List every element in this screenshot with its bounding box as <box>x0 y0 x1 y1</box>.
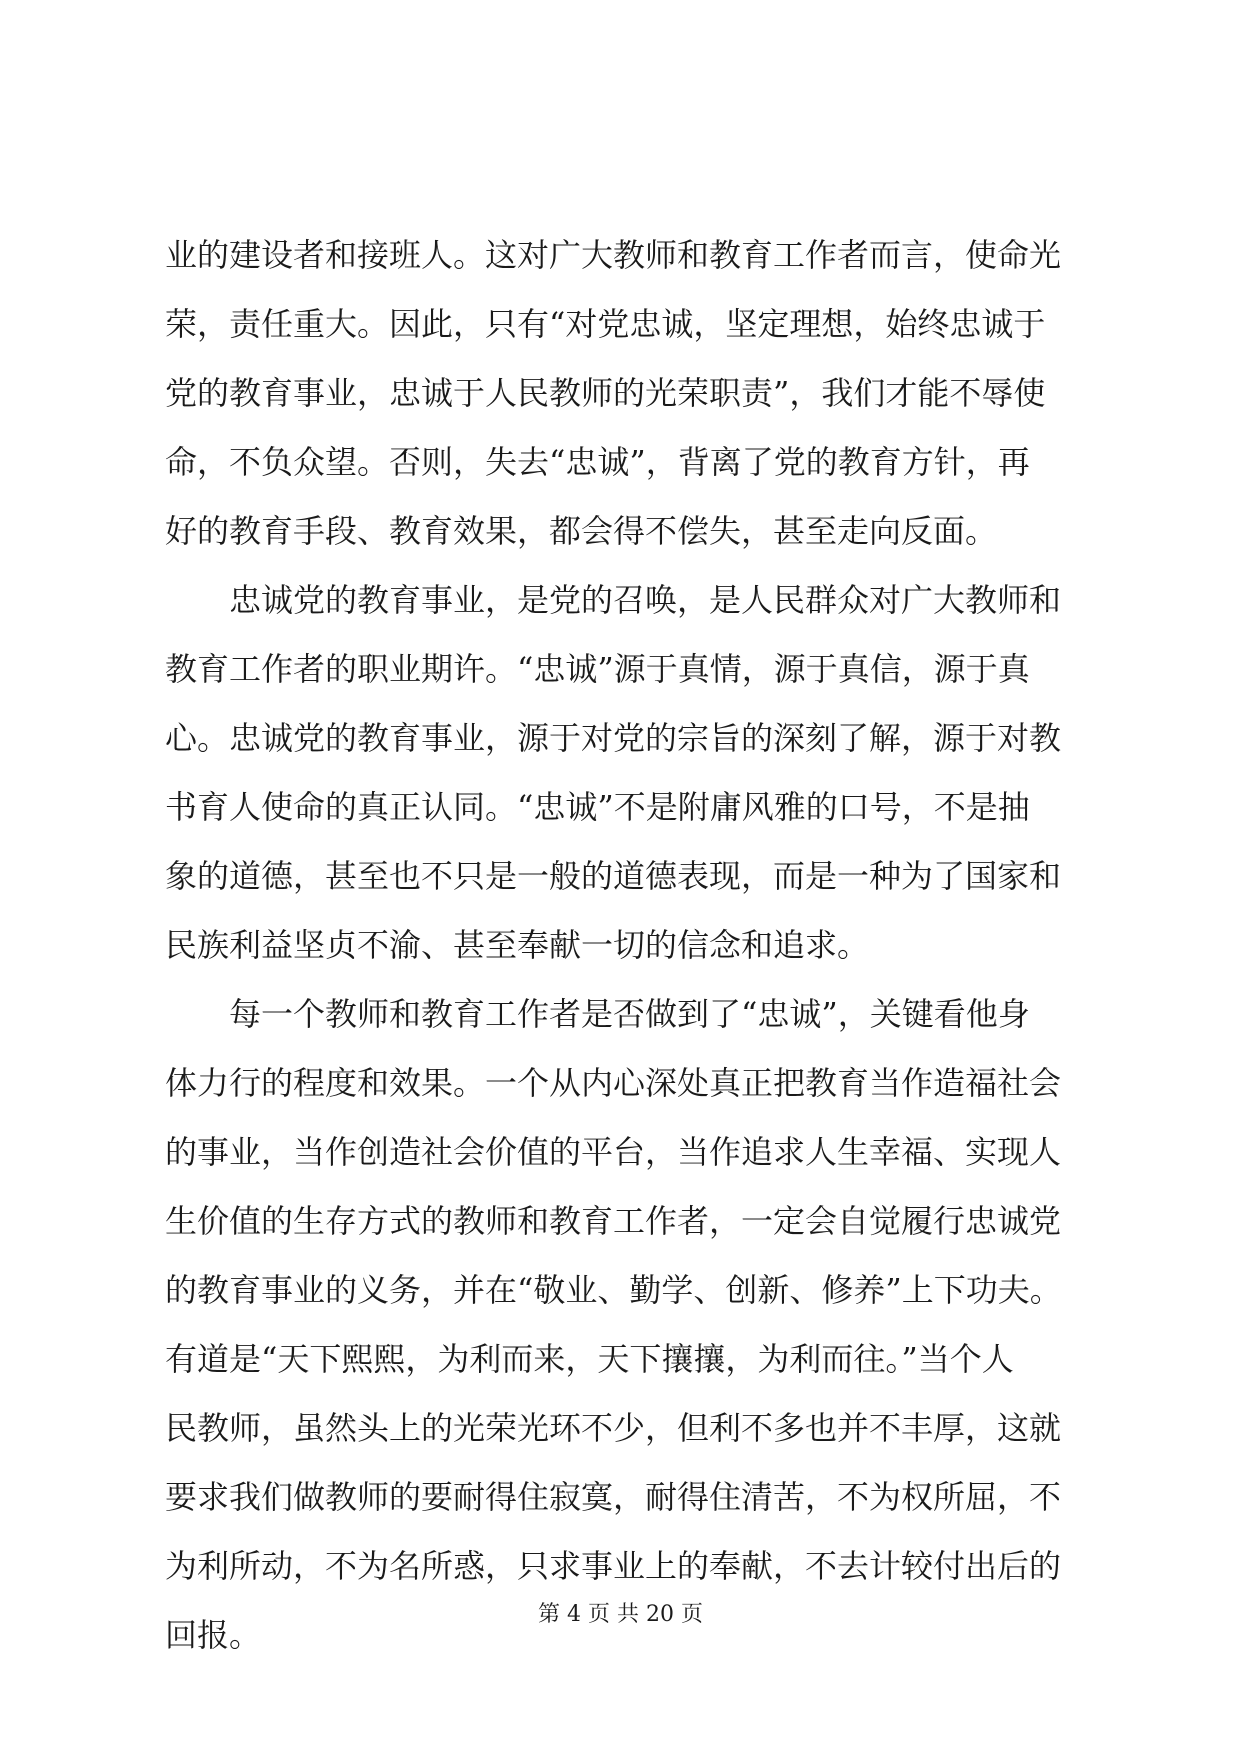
text-line: 有道是“天下熙熙，为利而来，天下攘攘，为利而往。”当个人 <box>165 1340 1014 1378</box>
text-line: 的事业，当作创造社会价值的平台，当作追求人生幸福、实现人 <box>165 1133 1062 1171</box>
text-line: 的教育事业的义务，并在“敬业、勤学、创新、修养”上下功夫。 <box>165 1271 1062 1309</box>
text-line: 心。忠诚党的教育事业，源于对党的宗旨的深刻了解，源于对教 <box>165 719 1062 757</box>
text-line: 党的教育事业，忠诚于人民教师的光荣职责”，我们才能不辱使 <box>165 374 1046 412</box>
page-number-footer: 第 4 页 共 20 页 <box>538 1602 703 1627</box>
text-line: 荣，责任重大。因此，只有“对党忠诚，坚定理想，始终忠诚于 <box>165 305 1046 343</box>
text-line: 体力行的程度和效果。一个从内心深处真正把教育当作造福社会 <box>165 1064 1062 1102</box>
text-line: 为利所动，不为名所惑，只求事业上的奉献，不去计较付出后的 <box>165 1547 1062 1585</box>
text-line: 回报。 <box>165 1616 262 1654</box>
paragraph-first-line: 忠诚党的教育事业，是党的召唤，是人民群众对广大教师和 <box>229 581 1062 619</box>
text-line: 好的教育手段、教育效果，都会得不偿失，甚至走向反面。 <box>165 512 998 550</box>
text-line: 命，不负众望。否则，失去“忠诚”，背离了党的教育方针，再 <box>165 443 1030 481</box>
text-line: 象的道德，甚至也不只是一般的道德表现，而是一种为了国家和 <box>165 857 1062 895</box>
text-line: 教育工作者的职业期许。“忠诚”源于真情，源于真信，源于真 <box>165 650 1030 688</box>
text-line: 民教师，虽然头上的光荣光环不少，但利不多也并不丰厚，这就 <box>165 1409 1062 1447</box>
text-line: 生价值的生存方式的教师和教育工作者，一定会自觉履行忠诚党 <box>165 1202 1062 1240</box>
text-line: 书育人使命的真正认同。“忠诚”不是附庸风雅的口号，不是抽 <box>165 788 1030 826</box>
text-line: 业的建设者和接班人。这对广大教师和教育工作者而言，使命光 <box>165 236 1062 274</box>
paragraph-first-line: 每一个教师和教育工作者是否做到了“忠诚”，关键看他身 <box>229 995 1030 1033</box>
text-line: 要求我们做教师的要耐得住寂寞，耐得住清苦，不为权所屈，不 <box>165 1478 1062 1516</box>
text-line: 民族利益坚贞不渝、甚至奉献一切的信念和追求。 <box>165 926 870 964</box>
